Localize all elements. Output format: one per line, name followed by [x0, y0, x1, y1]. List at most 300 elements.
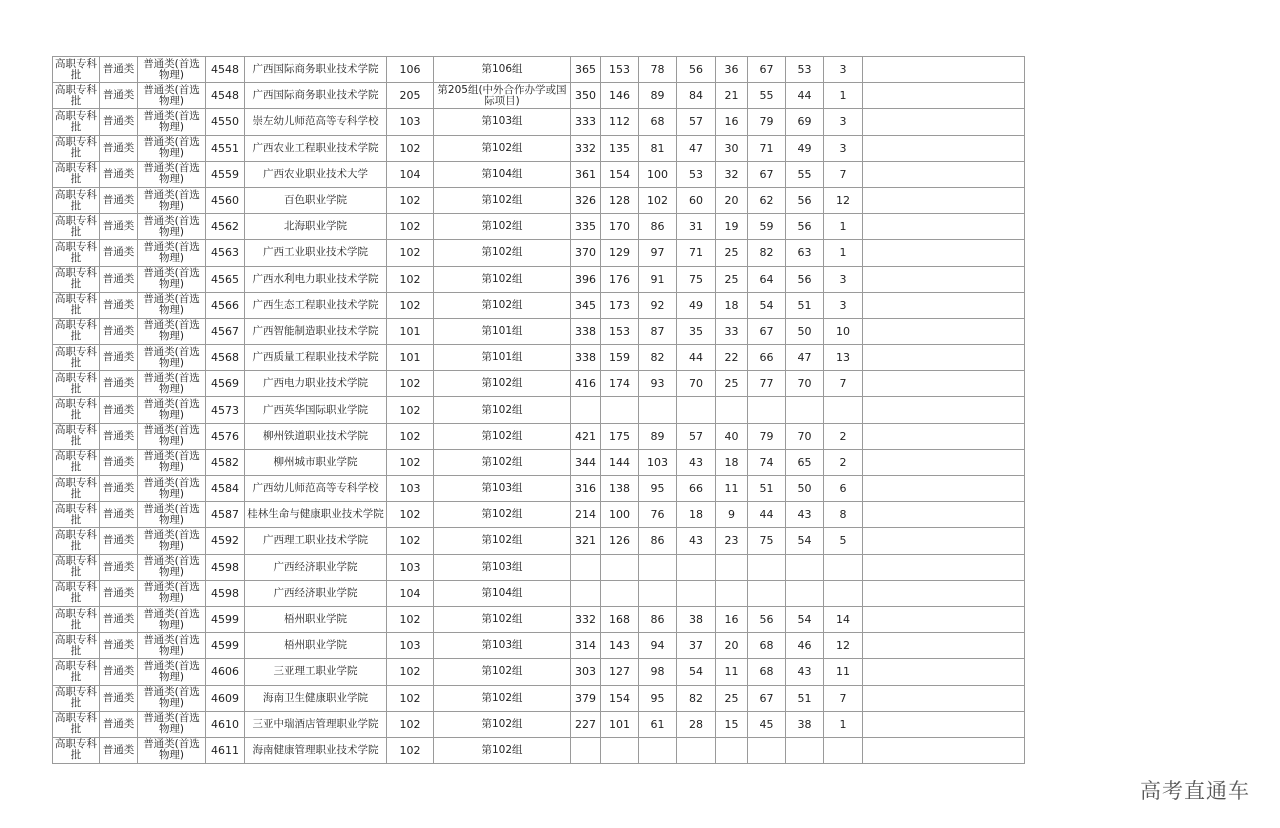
cell-score-elective3	[786, 554, 824, 580]
cell-score-elective2: 77	[748, 371, 786, 397]
cell-extra	[863, 449, 1025, 475]
cell-school-code: 4563	[206, 240, 245, 266]
cell-rank: 12	[824, 187, 863, 213]
cell-score-english	[677, 580, 716, 606]
cell-score-total: 370	[571, 240, 601, 266]
cell-group-code: 103	[387, 633, 434, 659]
cell-school-name: 百色职业学院	[245, 187, 387, 213]
table-row	[53, 554, 1025, 580]
table-row	[53, 345, 1025, 371]
cell-score-english: 66	[677, 476, 716, 502]
cell-subject-type: 普通类(首选物理)	[138, 240, 206, 266]
cell-group-name: 第101组	[434, 318, 571, 344]
cell-score-elective2: 82	[748, 240, 786, 266]
cell-subject-type: 普通类(首选物理)	[138, 633, 206, 659]
cell-extra	[863, 161, 1025, 187]
cell-score-elective1: 20	[716, 187, 748, 213]
cell-extra	[863, 83, 1025, 109]
cell-category: 普通类	[100, 109, 138, 135]
cell-score-elective2: 54	[748, 292, 786, 318]
cell-rank: 7	[824, 161, 863, 187]
cell-group-code: 102	[387, 187, 434, 213]
cell-batch: 高职专科批	[53, 345, 100, 371]
cell-score-english: 43	[677, 528, 716, 554]
cell-batch: 高职专科批	[53, 711, 100, 737]
table-row	[53, 476, 1025, 502]
cell-score-elective3	[786, 580, 824, 606]
table-row	[53, 528, 1025, 554]
cell-batch: 高职专科批	[53, 109, 100, 135]
cell-school-code: 4611	[206, 737, 245, 763]
cell-score-total: 316	[571, 476, 601, 502]
cell-school-code: 4565	[206, 266, 245, 292]
cell-batch: 高职专科批	[53, 214, 100, 240]
cell-batch: 高职专科批	[53, 659, 100, 685]
cell-score-chinese	[601, 397, 639, 423]
cell-school-code: 4576	[206, 423, 245, 449]
cell-score-total: 332	[571, 135, 601, 161]
cell-score-elective1: 9	[716, 502, 748, 528]
cell-score-elective3: 70	[786, 423, 824, 449]
cell-group-code: 101	[387, 345, 434, 371]
cell-subject-type: 普通类(首选物理)	[138, 580, 206, 606]
cell-score-chinese: 143	[601, 633, 639, 659]
cell-subject-type: 普通类(首选物理)	[138, 161, 206, 187]
cell-extra	[863, 266, 1025, 292]
cell-score-math: 76	[639, 502, 677, 528]
cell-extra	[863, 318, 1025, 344]
cell-school-name: 三亚中瑞酒店管理职业学院	[245, 711, 387, 737]
cell-batch: 高职专科批	[53, 318, 100, 344]
cell-score-elective3: 38	[786, 711, 824, 737]
cell-batch: 高职专科批	[53, 502, 100, 528]
cell-score-chinese: 154	[601, 685, 639, 711]
cell-category: 普通类	[100, 685, 138, 711]
cell-score-elective3: 69	[786, 109, 824, 135]
cell-group-code: 102	[387, 685, 434, 711]
cell-score-total: 344	[571, 449, 601, 475]
cell-score-total: 227	[571, 711, 601, 737]
cell-rank: 1	[824, 711, 863, 737]
cell-extra	[863, 345, 1025, 371]
table-row	[53, 57, 1025, 83]
cell-school-name: 北海职业学院	[245, 214, 387, 240]
cell-category: 普通类	[100, 57, 138, 83]
cell-batch: 高职专科批	[53, 737, 100, 763]
cell-score-math: 82	[639, 345, 677, 371]
cell-batch: 高职专科批	[53, 83, 100, 109]
table-row	[53, 606, 1025, 632]
cell-score-elective1: 21	[716, 83, 748, 109]
cell-score-elective3: 63	[786, 240, 824, 266]
cell-batch: 高职专科批	[53, 528, 100, 554]
cell-category: 普通类	[100, 397, 138, 423]
cell-extra	[863, 502, 1025, 528]
cell-score-math: 100	[639, 161, 677, 187]
cell-batch: 高职专科批	[53, 685, 100, 711]
cell-score-elective1: 18	[716, 449, 748, 475]
cell-batch: 高职专科批	[53, 580, 100, 606]
cell-score-chinese: 127	[601, 659, 639, 685]
cell-category: 普通类	[100, 580, 138, 606]
cell-score-english: 37	[677, 633, 716, 659]
watermark-text: 高考直通车	[1140, 779, 1250, 803]
cell-rank	[824, 397, 863, 423]
cell-rank: 7	[824, 371, 863, 397]
cell-score-elective3: 49	[786, 135, 824, 161]
cell-extra	[863, 371, 1025, 397]
cell-category: 普通类	[100, 528, 138, 554]
table-row	[53, 737, 1025, 763]
table-row	[53, 423, 1025, 449]
cell-score-english: 57	[677, 109, 716, 135]
cell-score-total: 416	[571, 371, 601, 397]
cell-rank	[824, 737, 863, 763]
cell-group-code: 102	[387, 659, 434, 685]
cell-score-elective1	[716, 554, 748, 580]
cell-score-chinese: 138	[601, 476, 639, 502]
cell-school-code: 4606	[206, 659, 245, 685]
table-row	[53, 266, 1025, 292]
cell-score-chinese: 100	[601, 502, 639, 528]
cell-score-total: 379	[571, 685, 601, 711]
cell-school-code: 4584	[206, 476, 245, 502]
cell-subject-type: 普通类(首选物理)	[138, 57, 206, 83]
cell-subject-type: 普通类(首选物理)	[138, 371, 206, 397]
cell-score-elective1: 25	[716, 266, 748, 292]
cell-score-total: 338	[571, 345, 601, 371]
cell-school-name: 海南卫生健康职业学院	[245, 685, 387, 711]
cell-score-total: 321	[571, 528, 601, 554]
cell-score-elective3: 50	[786, 476, 824, 502]
cell-extra	[863, 57, 1025, 83]
cell-score-total: 214	[571, 502, 601, 528]
cell-subject-type: 普通类(首选物理)	[138, 187, 206, 213]
cell-score-english: 54	[677, 659, 716, 685]
cell-score-elective1	[716, 580, 748, 606]
cell-score-chinese: 128	[601, 187, 639, 213]
cell-category: 普通类	[100, 318, 138, 344]
cell-group-name: 第102组	[434, 737, 571, 763]
cell-rank: 3	[824, 292, 863, 318]
cell-score-total: 421	[571, 423, 601, 449]
cell-group-name: 第102组	[434, 214, 571, 240]
cell-score-elective1: 25	[716, 371, 748, 397]
cell-score-math: 61	[639, 711, 677, 737]
cell-subject-type: 普通类(首选物理)	[138, 606, 206, 632]
cell-score-chinese	[601, 554, 639, 580]
cell-score-elective1: 36	[716, 57, 748, 83]
cell-score-math: 86	[639, 214, 677, 240]
cell-school-code: 4598	[206, 580, 245, 606]
cell-category: 普通类	[100, 476, 138, 502]
cell-score-elective1: 15	[716, 711, 748, 737]
admission-score-table	[52, 56, 1025, 764]
cell-group-code: 102	[387, 606, 434, 632]
cell-score-math: 98	[639, 659, 677, 685]
cell-score-total: 338	[571, 318, 601, 344]
cell-category: 普通类	[100, 292, 138, 318]
table-row	[53, 502, 1025, 528]
cell-score-elective3	[786, 737, 824, 763]
cell-score-elective1: 20	[716, 633, 748, 659]
cell-school-name: 柳州铁道职业技术学院	[245, 423, 387, 449]
cell-school-code: 4599	[206, 606, 245, 632]
cell-group-code: 102	[387, 214, 434, 240]
cell-school-name: 广西幼儿师范高等专科学校	[245, 476, 387, 502]
table-row	[53, 240, 1025, 266]
cell-batch: 高职专科批	[53, 449, 100, 475]
cell-subject-type: 普通类(首选物理)	[138, 83, 206, 109]
cell-score-elective1: 25	[716, 685, 748, 711]
cell-category: 普通类	[100, 83, 138, 109]
cell-school-code: 4550	[206, 109, 245, 135]
cell-score-english: 75	[677, 266, 716, 292]
cell-rank: 8	[824, 502, 863, 528]
cell-score-total	[571, 737, 601, 763]
cell-batch: 高职专科批	[53, 135, 100, 161]
cell-extra	[863, 606, 1025, 632]
cell-score-total	[571, 397, 601, 423]
cell-category: 普通类	[100, 554, 138, 580]
cell-score-elective2: 79	[748, 109, 786, 135]
cell-score-math: 92	[639, 292, 677, 318]
cell-school-code: 4599	[206, 633, 245, 659]
cell-school-name: 广西国际商务职业技术学院	[245, 83, 387, 109]
cell-score-elective1: 11	[716, 659, 748, 685]
cell-group-name: 第102组	[434, 502, 571, 528]
cell-score-english: 82	[677, 685, 716, 711]
cell-school-name: 崇左幼儿师范高等专科学校	[245, 109, 387, 135]
cell-extra	[863, 109, 1025, 135]
cell-score-elective1: 11	[716, 476, 748, 502]
cell-batch: 高职专科批	[53, 633, 100, 659]
table-row	[53, 397, 1025, 423]
cell-rank: 1	[824, 214, 863, 240]
cell-rank: 6	[824, 476, 863, 502]
cell-score-elective1: 30	[716, 135, 748, 161]
cell-category: 普通类	[100, 449, 138, 475]
cell-subject-type: 普通类(首选物理)	[138, 109, 206, 135]
cell-group-code: 103	[387, 109, 434, 135]
cell-group-code: 102	[387, 502, 434, 528]
cell-school-code: 4551	[206, 135, 245, 161]
cell-score-elective2: 67	[748, 318, 786, 344]
cell-extra	[863, 659, 1025, 685]
cell-rank: 10	[824, 318, 863, 344]
cell-extra	[863, 135, 1025, 161]
cell-rank: 2	[824, 449, 863, 475]
cell-group-code: 102	[387, 423, 434, 449]
cell-school-name: 广西智能制造职业技术学院	[245, 318, 387, 344]
cell-group-name: 第102组	[434, 685, 571, 711]
cell-extra	[863, 423, 1025, 449]
table-row	[53, 187, 1025, 213]
cell-score-elective2: 51	[748, 476, 786, 502]
cell-rank	[824, 554, 863, 580]
cell-rank: 7	[824, 685, 863, 711]
cell-score-total: 345	[571, 292, 601, 318]
cell-score-elective1: 40	[716, 423, 748, 449]
table-row	[53, 659, 1025, 685]
cell-score-chinese: 101	[601, 711, 639, 737]
cell-score-elective3: 56	[786, 214, 824, 240]
table-row	[53, 711, 1025, 737]
cell-group-name: 第102组	[434, 397, 571, 423]
cell-group-code: 103	[387, 476, 434, 502]
cell-score-elective3: 50	[786, 318, 824, 344]
cell-score-elective3: 54	[786, 528, 824, 554]
cell-school-name: 梧州职业学院	[245, 606, 387, 632]
cell-score-english: 38	[677, 606, 716, 632]
cell-batch: 高职专科批	[53, 606, 100, 632]
cell-score-total	[571, 580, 601, 606]
cell-group-name: 第102组	[434, 135, 571, 161]
cell-score-total: 361	[571, 161, 601, 187]
cell-school-name: 广西国际商务职业技术学院	[245, 57, 387, 83]
cell-score-elective2: 67	[748, 685, 786, 711]
cell-score-elective2: 79	[748, 423, 786, 449]
cell-score-elective2	[748, 554, 786, 580]
cell-score-total: 326	[571, 187, 601, 213]
cell-subject-type: 普通类(首选物理)	[138, 528, 206, 554]
cell-score-elective1	[716, 737, 748, 763]
cell-school-name: 广西生态工程职业技术学院	[245, 292, 387, 318]
cell-group-code: 104	[387, 580, 434, 606]
cell-school-name: 广西理工职业技术学院	[245, 528, 387, 554]
cell-score-total: 303	[571, 659, 601, 685]
cell-school-code: 4562	[206, 214, 245, 240]
cell-score-elective1	[716, 397, 748, 423]
cell-score-math: 94	[639, 633, 677, 659]
cell-score-elective1: 22	[716, 345, 748, 371]
cell-score-elective1: 23	[716, 528, 748, 554]
cell-subject-type: 普通类(首选物理)	[138, 449, 206, 475]
cell-group-name: 第102组	[434, 606, 571, 632]
cell-score-elective2: 55	[748, 83, 786, 109]
cell-score-elective3: 65	[786, 449, 824, 475]
cell-score-elective3	[786, 397, 824, 423]
cell-subject-type: 普通类(首选物理)	[138, 659, 206, 685]
cell-score-english	[677, 737, 716, 763]
cell-score-math: 87	[639, 318, 677, 344]
cell-group-name: 第102组	[434, 528, 571, 554]
cell-score-total: 314	[571, 633, 601, 659]
cell-subject-type: 普通类(首选物理)	[138, 554, 206, 580]
cell-rank	[824, 580, 863, 606]
cell-score-english: 44	[677, 345, 716, 371]
cell-score-english: 71	[677, 240, 716, 266]
cell-rank: 3	[824, 266, 863, 292]
cell-score-chinese: 159	[601, 345, 639, 371]
cell-group-code: 102	[387, 737, 434, 763]
cell-score-elective2: 68	[748, 659, 786, 685]
cell-school-code: 4560	[206, 187, 245, 213]
cell-extra	[863, 737, 1025, 763]
cell-school-code: 4587	[206, 502, 245, 528]
cell-rank: 12	[824, 633, 863, 659]
cell-score-elective2: 74	[748, 449, 786, 475]
cell-score-elective2: 66	[748, 345, 786, 371]
cell-score-chinese	[601, 580, 639, 606]
cell-group-name: 第102组	[434, 266, 571, 292]
cell-subject-type: 普通类(首选物理)	[138, 423, 206, 449]
table-row	[53, 214, 1025, 240]
cell-category: 普通类	[100, 502, 138, 528]
cell-group-name: 第205组(中外合作办学或国际项目)	[434, 83, 571, 109]
cell-group-code: 106	[387, 57, 434, 83]
cell-group-name: 第103组	[434, 633, 571, 659]
cell-rank: 1	[824, 240, 863, 266]
cell-score-elective2	[748, 737, 786, 763]
cell-school-code: 4568	[206, 345, 245, 371]
cell-score-english: 18	[677, 502, 716, 528]
cell-score-elective2: 71	[748, 135, 786, 161]
cell-school-code: 4609	[206, 685, 245, 711]
cell-group-name: 第101组	[434, 345, 571, 371]
cell-score-english: 35	[677, 318, 716, 344]
cell-score-elective1: 33	[716, 318, 748, 344]
cell-score-math: 81	[639, 135, 677, 161]
cell-score-total: 365	[571, 57, 601, 83]
cell-score-math: 95	[639, 476, 677, 502]
cell-score-chinese: 173	[601, 292, 639, 318]
cell-score-english: 28	[677, 711, 716, 737]
cell-score-total: 333	[571, 109, 601, 135]
cell-score-elective2: 68	[748, 633, 786, 659]
cell-group-code: 102	[387, 449, 434, 475]
cell-category: 普通类	[100, 345, 138, 371]
cell-score-math: 86	[639, 528, 677, 554]
cell-category: 普通类	[100, 737, 138, 763]
cell-school-name: 广西电力职业技术学院	[245, 371, 387, 397]
cell-score-elective2: 62	[748, 187, 786, 213]
cell-score-elective3: 55	[786, 161, 824, 187]
cell-score-elective3: 43	[786, 659, 824, 685]
cell-group-name: 第102组	[434, 711, 571, 737]
cell-subject-type: 普通类(首选物理)	[138, 685, 206, 711]
cell-school-name: 广西经济职业学院	[245, 580, 387, 606]
cell-score-chinese: 174	[601, 371, 639, 397]
cell-batch: 高职专科批	[53, 423, 100, 449]
cell-group-code: 102	[387, 135, 434, 161]
cell-rank: 3	[824, 57, 863, 83]
cell-score-elective1: 16	[716, 606, 748, 632]
cell-rank: 1	[824, 83, 863, 109]
cell-school-code: 4567	[206, 318, 245, 344]
cell-rank: 11	[824, 659, 863, 685]
cell-group-code: 101	[387, 318, 434, 344]
cell-category: 普通类	[100, 423, 138, 449]
cell-school-code: 4573	[206, 397, 245, 423]
cell-score-chinese: 170	[601, 214, 639, 240]
cell-rank: 3	[824, 135, 863, 161]
cell-score-chinese: 175	[601, 423, 639, 449]
cell-rank: 5	[824, 528, 863, 554]
cell-school-code: 4569	[206, 371, 245, 397]
cell-extra	[863, 554, 1025, 580]
cell-rank: 2	[824, 423, 863, 449]
cell-category: 普通类	[100, 240, 138, 266]
cell-score-elective1: 25	[716, 240, 748, 266]
cell-score-english: 57	[677, 423, 716, 449]
cell-category: 普通类	[100, 606, 138, 632]
cell-extra	[863, 685, 1025, 711]
table-body	[53, 57, 1025, 764]
cell-score-math: 97	[639, 240, 677, 266]
cell-rank: 14	[824, 606, 863, 632]
cell-subject-type: 普通类(首选物理)	[138, 737, 206, 763]
